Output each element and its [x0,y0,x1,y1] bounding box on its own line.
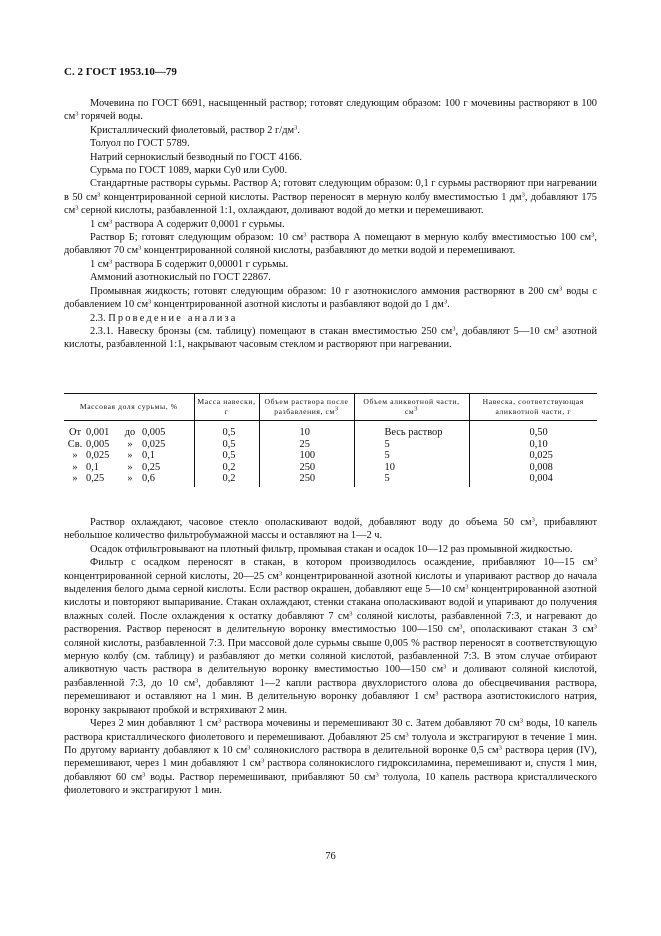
paragraph-solution-a-content: 1 $см^3$ раствора А содержит 0,0001 г сурьмы. [90,218,285,230]
cell-aliquot-volume: Весь раствор [354,421,469,439]
paragraph-solution-b-content: 1 $см^3$ раствора Б содержит 0,00001 г сурьмы. [90,258,289,270]
paragraph-standard-solution-a: Стандартные растворы сурьмы. Раствор А; готовят следующим образом: 0,1 г сурьмы растворяют при нагревании в 50 $см^3$ концентрированной серной кислоты. Раствор переносят в мерную колбу вместимостью 1 $дм^3$, добавляют 175 $см^3$ серной кислоты, разбавленной 1:1, охлаждают, доливают водой до метки и перемешивают. [64,178,597,217]
paragraph-wash-liquid: Промывная жидкость; готовят следующим образом: 10 г азотнокислого аммония растворяют в 200 $см^3$ воды с добавлением 10 $см^3$ концентрированной азотной кислоты и разбавляют водой до 1 $дм^3$. [64,285,597,311]
cell-dilution-volume: 100 [259,450,354,462]
cell-sample-mass: 0,5 [194,439,259,451]
cell-dilution-volume: 250 [259,462,354,474]
cell-aliquot-mass: 0,10 [469,439,597,451]
cell-dilution-volume: 250 [259,473,354,487]
table-row [64,473,597,487]
cell-sample-mass: 0,5 [194,421,259,439]
paragraph-urea: Мочевина по ГОСТ 6691, насыщенный раствор; готовят следующим образом: 100 г мочевины растворяют в 100 $см^3$ горячей воды. [64,98,597,123]
paragraph-extraction: Через 2 мин добавляют 1 $см^3$ раствора мочевины и перемешивают 30 с. Затем добавляют 70 $см^3$ воды, 10 капель раствора кристаллического фиолетового и перемешивают. Добавляют 25 $см^3$ толуола и экстрагируют в течение 1 мин. По другому варианту добавляют к 10 $см^3$ солянокислого раствора в делительной воронке 0,5 $см^3$ раствора церия (IV), перемешивают, через 1 мин добавляют 1 $см^3$ раствора солянокислого гидроксиламина, перемешивают и, спустя 1 мин, добавляют 60 $см^3$ воды. Раствор перемешивают, прибавляют 50 $см^3$ толуола, 10 капель раствора кристаллического фиолетового и экстрагируют 1 мин. [64,717,598,797]
table-header-dilution-volume: Объем раствора после разбавления, $см^3$ [259,394,354,421]
sample-table [64,393,597,487]
cell-dilution-volume: 10 [259,421,354,439]
paragraph-crystal-violet: Кристаллический фиолетовый, раствор 2 $г/дм^3$. [90,124,300,136]
table-row [64,439,597,451]
cell-antimony-range: » 0,25 » 0,6 [72,473,155,485]
cell-aliquot-volume: 5 [354,439,469,451]
cell-sample-mass: 0,2 [194,473,259,487]
paragraph-cooling: Раствор охлаждают, часовое стекло ополаскивают водой, добавляют воду до объема 50 $см^3$, прибавляют небольшое количество фильтробумажной массы и оставляют на 1—2 ч. [64,516,597,542]
table-row [64,421,597,439]
section-heading-analysis: 2.3. Проведение анализа [90,312,238,324]
table-row [64,450,597,462]
cell-aliquot-mass: 0,025 [469,450,597,462]
table-header-aliquot-mass: Навеска, соответствующая аликвотной части, г [469,394,597,421]
reagents-section [64,97,597,352]
page-header: С. 2 ГОСТ 1953.10—79 [64,66,177,78]
cell-dilution-volume: 25 [259,439,354,451]
paragraph-ammonium-nitrate: Аммоний азотнокислый по ГОСТ 22867. [90,272,271,284]
paragraph-sodium-sulfate: Натрий сернокислый безводный по ГОСТ 4166. [90,151,302,163]
paragraph-antimony: Сурьма по ГОСТ 1089, марки Су0 или Су00. [90,165,288,177]
cell-antimony-range: » 0,1 » 0,25 [72,461,161,473]
cell-aliquot-mass: 0,008 [469,462,597,474]
cell-sample-mass: 0,2 [194,462,259,474]
cell-sample-mass: 0,5 [194,450,259,462]
cell-aliquot-mass: 0,50 [469,421,597,439]
cell-aliquot-mass: 0,004 [469,473,597,487]
paragraph-evaporation: Фильтр с осадком переносят в стакан, в котором производилось осаждение, прибавляют 10—15 $см^3$ концентрированной серной кислоты, 20—25 $см^3$ концентрированной азотной кислоты и упаривают раствор до начала выделения белого дыма серной кислоты. Если раствор окрашен, добавляют еще 5—10 $см^3$ концентрированной азотной кислоты и повторяют выпаривание. Стакан охлаждают, стенки стакана ополаскивают водой и упаривают до получения влажных солей. После охлаждения к остатку добавляют 7 $см^3$ соляной кислоты, разбавленной 7:3, и нагревают до растворения. Раствор переносят в делительную воронку вместимостью 100—150 $см^3$, ополаскивают стакан 3 $см^3$ соляной кислоты, разбавленной 7:3. При массовой доле сурьмы свыше 0,005 % раствор переносят в соответствующую мерную колбу (см. таблицу) и разбавляют до метки соляной кислотой, разбавленной 7:3. В этом случае отбирают аликвотную часть раствора в делительную воронку вместимостью 100—150 $см^3$ и доливают соляной кислотой, разбавленной 7:3, до 10 $см^3$, добавляют 1—2 капли раствора двухлористого олова до обесцвечивания раствора, перемешивают и оставляют на 1 мин. В делительную воронку добавляют 1 $см^3$ раствора азотистокислого натрия, воронку закрывают пробкой и встряхивают 2 мин. [64,556,597,716]
paragraph-sample-dissolution: 2.3.1. Навеску бронзы (см. таблицу) помещают в стакан вместимостью 250 $см^3$, добавляют 5—10 $см^3$ азотной кислоты, разбавленной 1:1, накрывают часовым стеклом и растворяют при нагревании. [64,325,598,351]
cell-aliquot-volume: 10 [354,462,469,474]
procedure-section [64,516,597,798]
paragraph-toluene: Толуол по ГОСТ 5789. [90,138,190,150]
cell-antimony-range: Св. 0,005 » 0,025 [67,438,166,450]
paragraph-filtration: Осадок отфильтровывают на плотный фильтр, промывая стакан и осадок 10—12 раз промывной жидкостью. [90,543,573,555]
paragraph-standard-solution-b: Раствор Б; готовят следующим образом: 10 $см^3$ раствора А помещают в мерную колбу вместимостью 100 $см^3$, добавляют 70 $см^3$ концентрированной соляной кислоты, разбавляют до метки водой и перемешивают. [64,231,597,257]
table-header-sample-mass: Масса навески, г [194,394,259,421]
table-header-antimony-fraction: Массовая доля сурьмы, % [64,394,194,421]
cell-aliquot-volume: 5 [354,473,469,487]
table-header-aliquot-volume: Объем аликвотной части, $см^3$ [354,394,469,421]
cell-aliquot-volume: 5 [354,450,469,462]
cell-antimony-range: От 0,001 до 0,005 [68,427,166,438]
page-number: 76 [325,851,336,862]
table-row [64,462,597,474]
cell-antimony-range: » 0,025 » 0,1 [72,450,155,462]
